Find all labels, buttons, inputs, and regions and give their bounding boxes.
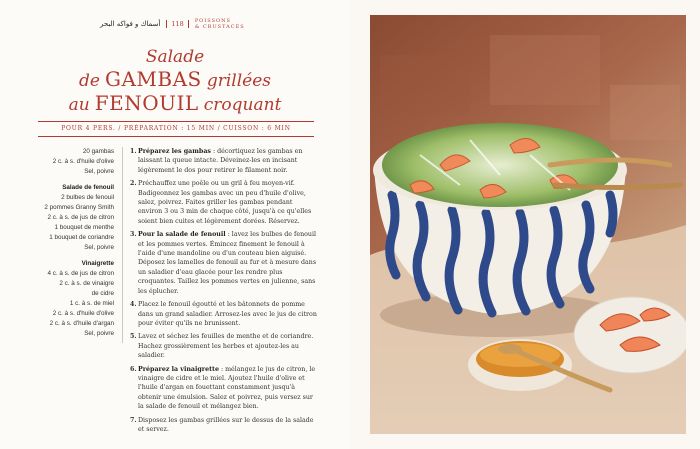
ingredient-group-title: Salade de fenouil: [62, 184, 114, 191]
running-header: [100, 18, 245, 30]
step-number: 7.: [130, 416, 137, 424]
ingredient-item: Sel, poivre: [84, 244, 114, 251]
step-text: [138, 300, 318, 328]
ingredient-item: 2 c. à s. d'huile d'olive: [52, 310, 114, 317]
step-number: 2.: [130, 180, 137, 188]
step-text: [138, 416, 318, 435]
ingredient-item: 1 c. à s. de miel: [69, 300, 114, 307]
section-title-line1: POISSONS: [194, 18, 231, 24]
section-title-line2: & CRUSTACÉS: [194, 24, 245, 30]
step-body: : décortiquez les gambas en laissant la queue intacte. Déveinez-les en incisant légèrement le dos pour retirer le filament noir.: [138, 148, 303, 174]
column-divider: [122, 147, 123, 343]
step-number: 4.: [130, 301, 137, 309]
ingredient-item: 4 c. à s. de jus de citron: [47, 270, 114, 277]
step-body: Préchauffez une poêle ou un gril à feu moyen-vif. Badigeonnez les gambas avec un peu d'huile d'olive, salez, poivrez. Faites griller les gambas pendant environ 3 ou 3 min de chaque côté, jusqu'à ce qu'elles soient bien cuites et légèrement dorées. Réservez.: [138, 180, 312, 225]
step-heading: Préparez la vinaigrette: [138, 365, 219, 373]
step-body: Lavez et séchez les feuilles de menthe et de coriandre. Hachez grossièrement les herbes et ajoutez-les au saladier.: [138, 333, 314, 360]
bottom-rule: [38, 136, 314, 137]
title-word: Salade: [145, 47, 205, 67]
title-word-big: FENOUIL: [94, 91, 199, 115]
title-word: croquant: [203, 95, 282, 115]
ingredient-item: 2 pommes Granny Smith: [44, 204, 114, 211]
step-text: [138, 332, 318, 360]
recipe-step: [130, 147, 318, 175]
recipe-step: [130, 365, 318, 412]
step-text: [138, 365, 318, 412]
steps-list: [130, 147, 318, 438]
step-text: [138, 147, 318, 175]
step-body: : mélangez le jus de citron, le vinaigre de cidre et le miel. Ajoutez l'huile d'olive et l'huile d'argan en fouettant constamment jusqu'à obtenir une émulsion. Salez et poivrez, puis versez sur la salade de fenouil et mélangez bien.: [138, 365, 316, 411]
ingredients-list: [34, 147, 114, 339]
ingredient-item: 2 c. à s. de jus de citron: [47, 214, 114, 221]
recipe-photo: [370, 15, 686, 434]
title-word: au: [68, 95, 90, 115]
step-text: [138, 179, 318, 226]
page-number: 118: [166, 20, 188, 28]
salad-photo-illustration: [370, 15, 686, 434]
ingredient-group-title: Vinaigrette: [81, 260, 114, 267]
step-number: 1.: [130, 148, 137, 155]
ingredient-item: 2 c. à s. d'huile d'argan: [49, 320, 114, 327]
recipe-title: [0, 46, 350, 116]
servings-info: POUR 4 PERS. / PRÉPARATION : 15 MIN / CUISSON : 6 MIN: [61, 125, 291, 132]
recipe-step: [130, 300, 318, 328]
step-heading: Préparez les gambas: [138, 148, 211, 155]
step-heading: Pour la salade de fenouil: [138, 231, 226, 239]
step-body: Disposez les gambas grillées sur le dessus de la salade et servez.: [138, 416, 314, 433]
ingredient-item: 1 bouquet de coriandre: [49, 234, 114, 241]
ingredient-item: 2 c. à s. de vinaigre: [59, 280, 114, 287]
ingredient-item: 2 bulbes de fenouil: [61, 194, 114, 201]
section-title: [195, 18, 245, 30]
ingredient-item: de cidre: [91, 290, 114, 297]
step-number: 5.: [130, 333, 137, 341]
recipe-step: [130, 230, 318, 296]
recipe-step: [130, 416, 318, 435]
step-number: 3.: [130, 231, 137, 239]
recipe-step: [130, 179, 318, 226]
top-rule: [38, 121, 314, 122]
ingredient-item: 2 c. à s. d'huile d'olive: [52, 158, 114, 165]
title-word: de: [78, 71, 100, 91]
ingredient-item: 20 gambas: [82, 148, 114, 155]
ingredient-item: Sel, poivre: [84, 330, 114, 337]
title-word-big: GAMBAS: [105, 67, 202, 91]
ingredient-item: 1 bouquet de menthe: [54, 224, 114, 231]
title-word: grillées: [206, 71, 272, 91]
step-body: Placez le fenouil égoutté et les bâtonnets de pomme dans un grand saladier. Arrosez-les avec le jus de citron pour éviter qu'ils ne brunissent.: [138, 301, 317, 327]
recipe-step: [130, 332, 318, 360]
arabic-section-title: أسماك و فواكه البحر: [100, 20, 161, 28]
step-text: [138, 230, 318, 296]
ingredient-item: Sel, poivre: [84, 168, 114, 175]
step-body: : lavez les bulbes de fenouil et les pommes vertes. Émincez finement le fenouil à l'aide d'une mandoline ou d'un couteau bien aiguisé. Déposez les lamelles de fenouil au fur et à mesure dans un saladier d'eau glacée pour les rendre plus croquantes. Taillez les pommes vertes en julienne, sans les éplucher.: [138, 231, 317, 295]
step-number: 6.: [130, 365, 137, 373]
